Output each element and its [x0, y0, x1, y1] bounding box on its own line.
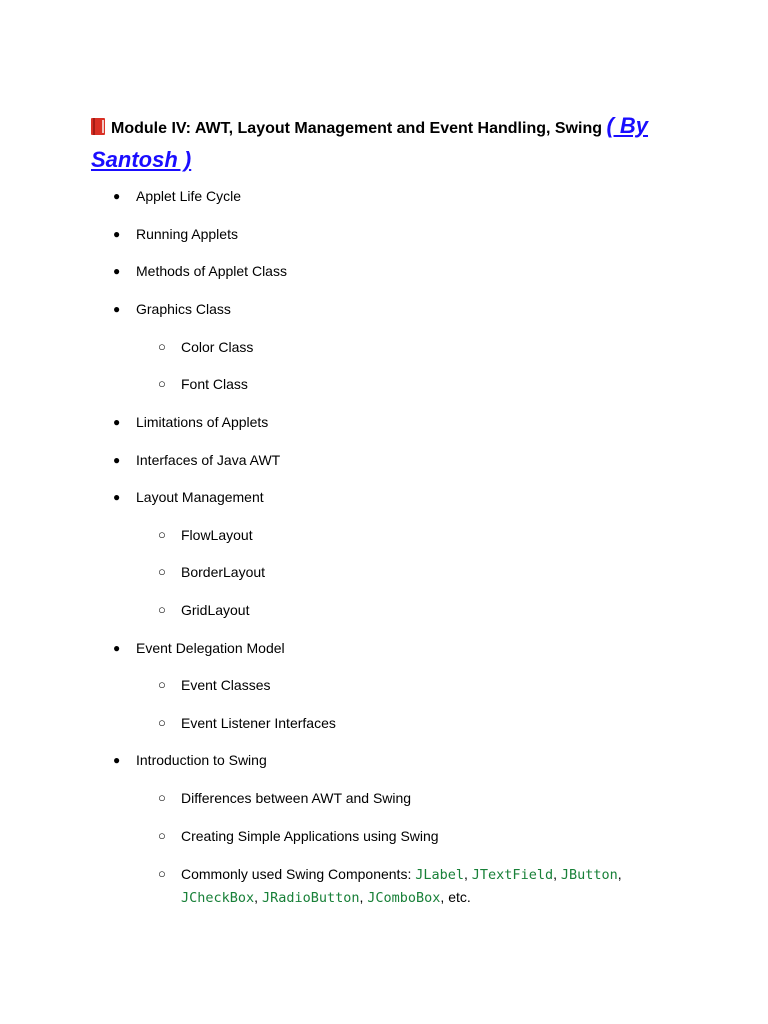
circle-marker: ○ — [158, 828, 166, 843]
circle-marker: ○ — [158, 790, 166, 805]
bullet-marker: ● — [113, 753, 121, 767]
code-jradiobutton: JRadioButton — [261, 890, 360, 906]
sub-list-item-swing-components: ○ Commonly used Swing Components: JLabel, JTextField, JButton, JCheckBox, JRadioButton, JComboBox, etc. — [181, 863, 651, 909]
code-jcombobox: JComboBox — [367, 890, 441, 906]
bullet-marker: ● — [113, 189, 121, 203]
list-item: ● Event Delegation Model — [136, 637, 285, 659]
sub-list-item: ○ GridLayout — [181, 599, 249, 621]
circle-marker: ○ — [158, 602, 166, 617]
circle-marker: ○ — [158, 715, 166, 730]
sub-list-item: ○ FlowLayout — [181, 524, 253, 546]
list-item: ● Layout Management — [136, 486, 264, 508]
bullet-marker: ● — [113, 302, 121, 316]
circle-marker: ○ — [158, 527, 166, 542]
circle-marker: ○ — [158, 564, 166, 579]
sub-list-item: ○ Event Listener Interfaces — [181, 712, 336, 734]
circle-marker: ○ — [158, 376, 166, 391]
circle-marker: ○ — [158, 339, 166, 354]
bullet-marker: ● — [113, 227, 121, 241]
author-link[interactable]: ( By Santosh ) — [91, 113, 649, 172]
list-item: ● Applet Life Cycle — [136, 185, 241, 207]
bullet-marker: ● — [113, 453, 121, 467]
code-jbutton: JButton — [560, 867, 618, 883]
list-item: ● Interfaces of Java AWT — [136, 449, 280, 471]
module-title: Module IV: AWT, Layout Management and Event Handling, Swing — [111, 120, 602, 137]
sub-list-item: ○ Font Class — [181, 373, 248, 395]
code-jcheckbox: JCheckBox — [181, 890, 255, 906]
sub-list-item: ○ BorderLayout — [181, 561, 265, 583]
list-item: ● Limitations of Applets — [136, 411, 268, 433]
circle-marker: ○ — [158, 677, 166, 692]
bullet-marker: ● — [113, 415, 121, 429]
list-item: ● Graphics Class — [136, 298, 231, 320]
list-item: ● Running Applets — [136, 223, 238, 245]
sub-list-item: ○ Event Classes — [181, 674, 270, 696]
bullet-marker: ● — [113, 264, 121, 278]
code-jtextfield: JTextField — [471, 867, 554, 883]
list-item: ● Introduction to Swing — [136, 749, 267, 771]
bullet-marker: ● — [113, 490, 121, 504]
sub-list-item: ○ Color Class — [181, 336, 253, 358]
closed-book-icon — [91, 118, 105, 135]
code-jlabel: JLabel — [415, 867, 465, 883]
sub-list-item: ○ Differences between AWT and Swing — [181, 787, 411, 809]
bullet-marker: ● — [113, 641, 121, 655]
list-item: ● Methods of Applet Class — [136, 260, 287, 282]
module-heading — [91, 110, 691, 178]
circle-marker: ○ — [158, 866, 166, 881]
sub-list-item: ○ Creating Simple Applications using Swing — [181, 825, 439, 847]
